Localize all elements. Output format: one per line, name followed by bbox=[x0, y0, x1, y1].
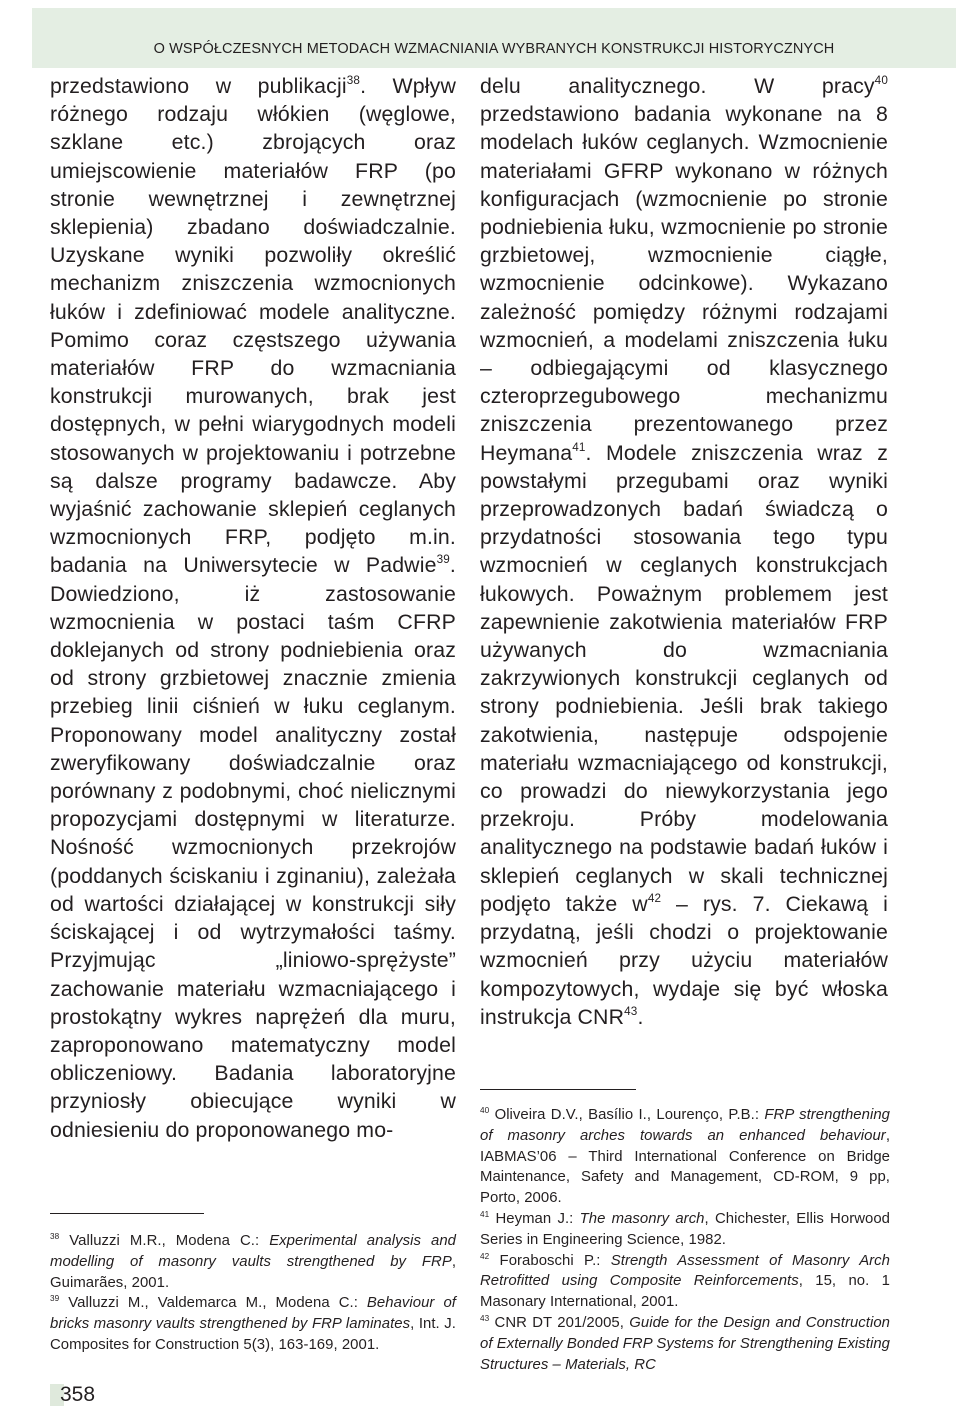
footnote-authors: Heyman J.: bbox=[495, 1210, 580, 1227]
footnote-38 bbox=[50, 1231, 456, 1293]
footnote-divider-right bbox=[480, 1089, 636, 1090]
footnote-authors: Oliveira D.V., Basílio I., Lourenço, P.B.: bbox=[494, 1107, 765, 1123]
footnote-details: , Chichester, Ellis Horwood Series in Engineering Science, 1982. bbox=[480, 1210, 890, 1248]
page-number: 358 bbox=[60, 1383, 96, 1406]
running-title: O WSPÓŁCZESNYCH METODACH WZMACNIANIA WYBRANYCH KONSTRUKCJI HISTORYCZNYCH bbox=[153, 41, 835, 57]
footnote-authors: CNR DT 201/2005, bbox=[494, 1314, 630, 1331]
footnote-title: Strength Assessment of Masonry Arch Retrofitted using Composite Reinforcements bbox=[480, 1252, 891, 1290]
left-column bbox=[50, 72, 456, 1144]
footnote-number: 41 bbox=[480, 1209, 490, 1219]
footnote-details: , Guimarães, 2001. bbox=[50, 1253, 456, 1291]
footnote-number: 43 bbox=[480, 1313, 490, 1323]
body-text-left bbox=[50, 72, 456, 1144]
footnotes-left bbox=[50, 1231, 456, 1356]
right-column bbox=[480, 72, 888, 1031]
body-text-right bbox=[480, 72, 888, 1031]
footnote-ref-43[interactable]: 43 bbox=[624, 1004, 638, 1018]
footnote-40 bbox=[480, 1105, 890, 1209]
footnote-41 bbox=[480, 1209, 890, 1251]
footnote-43 bbox=[480, 1313, 890, 1375]
footnote-title: Behaviour of bricks masonry vaults strengthened by FRP laminates bbox=[50, 1295, 456, 1333]
footnote-number: 39 bbox=[50, 1294, 60, 1304]
footnote-title: Guide for the Design and Construction of Externally Bonded FRP Systems for Strengthening Existing Structures – Materials, RC bbox=[480, 1314, 890, 1373]
footnote-42 bbox=[480, 1251, 890, 1313]
text-segment: . Dowiedziono, iż zastosowanie wzmocnienia w postaci taśm CFRP doklejanych od strony podniebienia oraz od strony grzbietowej znacznie zmienia przebieg linii ciśnień w łuku ceglanym. Proponowany model analityczny został zweryfikowany doświadczalnie oraz porównany z podobnymi, choć nielicznymi propozycjami dostępnymi w literaturze. Nośność wzmocnionych przekrojów (poddanych ściskaniu i zginaniu), zależała od wartości działającej w konstrukcji siły ściskającej i od wytrzymałości taśmy. Przyjmując „liniowo-sprężyste” zachowanie materiału wzmacniającego i prostokątny wykres naprężeń dla muru, zaproponowano matematyczny model obliczeniowy. Badania laboratoryjne przyniosły obiecujące wyniki w odniesieniu do proponowanego mo- bbox=[50, 553, 456, 1142]
footnote-title: Experimental analysis and modelling of masonry vaults strengthened by FRP bbox=[50, 1233, 456, 1270]
footnote-details: , 15, no. 1 Masonary International, 2001. bbox=[480, 1273, 890, 1311]
footnotes-right bbox=[480, 1105, 890, 1375]
footnote-number: 42 bbox=[480, 1251, 490, 1261]
footnote-ref-40[interactable]: 40 bbox=[874, 74, 888, 88]
footnote-number: 38 bbox=[50, 1231, 60, 1241]
text-segment: . Modele zniszczenia wraz z powstałymi przegubami oraz wyniki przeprowadzonych badań świadczą o przydatności stosowania tego typu wzmocnień w ceglanych konstrukcjach łukowych. Poważnym problemem jest zapewnienie zakotwienia materiałów FRP używanych do wzmacniania zakrzywionych konstrukcji ceglanych od strony podniebienia. Jeśli brak takiego zakotwienia, następuje odspojenie materiału wzmacniającego od konstrukcji, co prowadzi do niewykorzystania jego przekroju. Próby modelowania analitycznego na podstawie badań łuków i sklepień ceglanych w skali technicznej podjęto także w bbox=[480, 440, 888, 916]
text-segment: . Wpływ różnego rodzaju włókien (węglowe, szklane etc.) zbrojących oraz umiejscowienie materiałów FRP (po stronie wewnętrznej i zewnętrznej sklepienia) zbadano doświadczalnie. Uzyskane wyniki pozwoliły określić mechanizm zniszczenia wzmocnionych łuków i zdefiniować modele analityczne. Pomimo coraz częstszego używania materiałów FRP do wzmacniania konstrukcji murowanych, brak jest dostępnych, w pełni wiarygodnych modeli stosowanych w projektowaniu i potrzebne są dalsze programy badawcze. Aby wyjaśnić zachowanie sklepień ceglanych wzmocnionych FRP, podjęto m.in. badania na Uniwersytecie w Padwie bbox=[50, 74, 456, 578]
footnote-authors: Valluzzi M.R., Modena C.: bbox=[69, 1233, 270, 1249]
text-segment: – rys. 7. Ciekawą i przydatną, jeśli chodzi o projektowanie wzmocnień przy użyciu materiałów kompozytowych, wydaje się być włoska instrukcja CNR bbox=[480, 891, 888, 1029]
footnote-details: , IABMAS’06 – Third International Conference on Bridge Maintenance, Safety and Management, CD-ROM, 9 pp, Porto, 2006. bbox=[480, 1127, 890, 1207]
footnote-authors: Foraboschi P.: bbox=[499, 1252, 611, 1269]
text-segment: . bbox=[637, 1004, 644, 1029]
running-header bbox=[32, 8, 956, 68]
footnote-39 bbox=[50, 1293, 456, 1355]
footnote-details: , Int. J. Composites for Construction 5(3), 163-169, 2001. bbox=[50, 1316, 456, 1353]
text-segment: przedstawiono w publikacji bbox=[50, 74, 347, 98]
footnote-ref-39[interactable]: 39 bbox=[436, 553, 450, 567]
text-segment: delu analitycznego. W pracy bbox=[480, 74, 875, 98]
text-segment: przedstawiono badania wykonane na 8 modelach łuków ceglanych. Wzmocnienie materiałami GFRP wykonano w różnych konfiguracjach (wzmocnienie po stronie podniebienia łuku, wzmocnienie po stronie grzbietowej, wzmocnienie ciągłe, wzmocnienie odcinkowe). Wykazano zależność pomiędzy różnymi rodzajami wzmocnień, a modelami zniszczenia łuku – odbiegającymi od klasycznego czteroprzegubowego mechanizmu zniszczenia prezentowanego przez Heymana bbox=[480, 102, 888, 465]
footnote-title: FRP strengthening of masonry arches towards an enhanced behaviour bbox=[480, 1107, 890, 1144]
footnote-title: The masonry arch bbox=[579, 1210, 705, 1227]
footnote-number: 40 bbox=[480, 1105, 490, 1115]
footnote-ref-41[interactable]: 41 bbox=[572, 440, 586, 454]
footnote-divider-left bbox=[50, 1213, 204, 1214]
footnote-ref-38[interactable]: 38 bbox=[346, 74, 361, 88]
footnote-authors: Valluzzi M., Valdemarca M., Modena C.: bbox=[68, 1295, 367, 1312]
footnote-ref-42[interactable]: 42 bbox=[647, 892, 662, 906]
